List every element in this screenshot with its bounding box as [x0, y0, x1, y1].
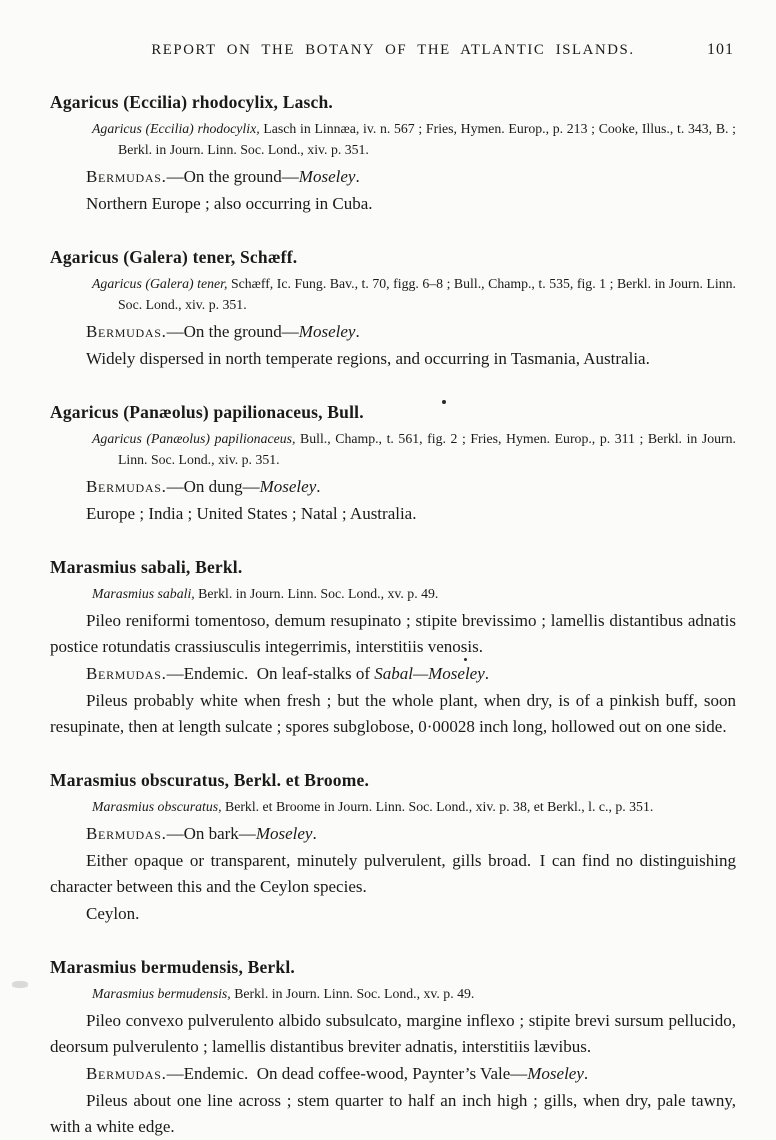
- species-entry: [50, 557, 736, 740]
- synonym-name: Agaricus (Galera) tener,: [92, 276, 228, 291]
- collector-name: Moseley: [259, 477, 317, 496]
- species-entry: [50, 92, 736, 217]
- running-header: [50, 42, 736, 62]
- locality-line: [50, 319, 736, 345]
- distribution-note: Ceylon.: [86, 904, 140, 923]
- species-heading: Marasmius obscuratus, Berkl. et Broome.: [50, 770, 370, 790]
- habitat-text: —On bark—: [166, 824, 256, 843]
- species-heading: Marasmius bermudensis, Berkl.: [50, 957, 295, 977]
- collector-name: Moseley: [428, 664, 485, 683]
- distribution-note: Europe ; India ; United States ; Natal ; Australia.: [86, 504, 417, 523]
- bermudas-label: Bermudas.: [86, 322, 167, 341]
- collector-name: Moseley: [298, 322, 356, 341]
- ink-spot-artifact: [442, 400, 446, 404]
- collector-name: Moseley: [527, 1064, 584, 1083]
- bermudas-label: Bermudas.: [86, 167, 167, 186]
- locality-line: [50, 661, 736, 687]
- species-heading: Agaricus (Eccilia) rhodocylix, Lasch.: [50, 92, 334, 112]
- collector-name: Moseley: [255, 824, 313, 843]
- locality-line: [50, 1061, 736, 1087]
- species-entry: [50, 770, 736, 927]
- habitat-text: —On dung—: [166, 477, 260, 496]
- locality-end: .: [355, 322, 360, 341]
- synonymy-citation: [50, 118, 736, 160]
- locality-line: [50, 474, 736, 500]
- synonym-reference: Bull., Champ., t. 561, fig. 2 ; Fries, Hymen. Europ., p. 311 ; Berkl. in Journ. Linn. Soc. Lond., xiv. p. 351.: [118, 431, 736, 467]
- synonym-reference: Schæff, Ic. Fung. Bav., t. 70, figg. 6–8 ; Bull., Champ., t. 535, fig. 1 ; Berkl. in Journ. Linn. Soc. Lond., xiv. p. 351.: [118, 276, 736, 312]
- collector-name: Moseley: [298, 167, 356, 186]
- synonymy-citation: [50, 273, 736, 315]
- observation-note: Pileus about one line across ; stem quarter to half an inch high ; gills, when dry, pale tawny, with a white edge.: [50, 1091, 736, 1136]
- ink-spot-artifact: [464, 658, 467, 661]
- habitat-text: —On the ground—: [166, 167, 299, 186]
- bermudas-label: Bermudas.: [86, 477, 167, 496]
- synonym-name: Marasmius obscuratus,: [92, 799, 222, 814]
- latin-diagnosis: Pileo reniformi tomentoso, demum resupinato ; stipite brevissimo ; lamellis distantibus adnatis postice rotundatis crassiusculis integerrimis, interstitiis venosis.: [50, 611, 736, 656]
- synonym-reference: Berkl. et Broome in Journ. Linn. Soc. Lond., xiv. p. 38, et Berkl., l. c., p. 351.: [221, 799, 654, 814]
- observation-note: Pileus probably white when fresh ; but the whole plant, when dry, is of a pinkish buff, soon resupinate, then at length sulcate ; spores subglobose, 0·00028 inch long, hollowed out on one side.: [50, 691, 736, 736]
- locality-end: .: [316, 477, 321, 496]
- species-entry: [50, 957, 736, 1140]
- host-plant-name: Sabal—: [374, 664, 429, 683]
- species-entry: [50, 402, 736, 527]
- locality-end: .: [312, 824, 317, 843]
- habitat-text: —On the ground—: [166, 322, 299, 341]
- locality-end: .: [484, 664, 490, 683]
- synonym-reference: Lasch in Linnæa, iv. n. 567 ; Fries, Hymen. Europ., p. 213 ; Cooke, Illus., t. 343, B. ; Berkl. in Journ. Linn. Soc. Lond., xiv. p. 351.: [118, 121, 736, 157]
- species-entry: [50, 247, 736, 372]
- habitat-text: —Endemic. On dead coffee-wood, Paynter’s Vale—: [166, 1064, 528, 1083]
- species-heading: Agaricus (Panæolus) papilionaceus, Bull.: [50, 402, 364, 422]
- locality-line: [50, 821, 736, 847]
- synonymy-citation: [50, 583, 736, 604]
- synonymy-citation: [50, 983, 736, 1004]
- smudge-artifact: [12, 981, 28, 988]
- synonymy-citation: [50, 428, 736, 470]
- observation-note: Either opaque or transparent, minutely pulverulent, gills broad. I can find no distinguishing character between this and the Ceylon species.: [50, 851, 736, 896]
- bermudas-label: Bermudas.: [86, 1064, 167, 1083]
- synonym-name: Agaricus (Panæolus) papilionaceus,: [92, 431, 296, 446]
- synonym-reference: Berkl. in Journ. Linn. Soc. Lond., xv. p. 49.: [230, 986, 475, 1001]
- habitat-text: —Endemic. On leaf-stalks of: [166, 664, 375, 683]
- page-number: 101: [707, 41, 734, 58]
- synonym-reference: Berkl. in Journ. Linn. Soc. Lond., xv. p. 49.: [194, 586, 439, 601]
- synonym-name: Marasmius sabali,: [92, 586, 195, 601]
- latin-diagnosis: Pileo convexo pulverulento albido subsulcato, margine inflexo ; stipite brevi sursum pellucido, deorsum pulverulento ; lamellis distantibus breviter adnatis, interstitiis lævibus.: [50, 1011, 736, 1056]
- species-heading: Marasmius sabali, Berkl.: [50, 557, 243, 577]
- page-title: REPORT ON THE BOTANY OF THE ATLANTIC ISLANDS.: [151, 42, 635, 58]
- bermudas-label: Bermudas.: [86, 664, 167, 683]
- locality-end: .: [583, 1064, 589, 1083]
- species-heading: Agaricus (Galera) tener, Schæff.: [50, 247, 298, 267]
- synonym-name: Agaricus (Eccilia) rhodocylix,: [92, 121, 260, 136]
- locality-line: [50, 164, 736, 190]
- locality-end: .: [355, 167, 360, 186]
- synonymy-citation: [50, 796, 736, 817]
- distribution-note: Widely dispersed in north temperate regions, and occurring in Tasmania, Australia.: [86, 349, 650, 368]
- distribution-note: Northern Europe ; also occurring in Cuba.: [86, 194, 373, 213]
- bermudas-label: Bermudas.: [86, 824, 167, 843]
- synonym-name: Marasmius bermudensis,: [92, 986, 231, 1001]
